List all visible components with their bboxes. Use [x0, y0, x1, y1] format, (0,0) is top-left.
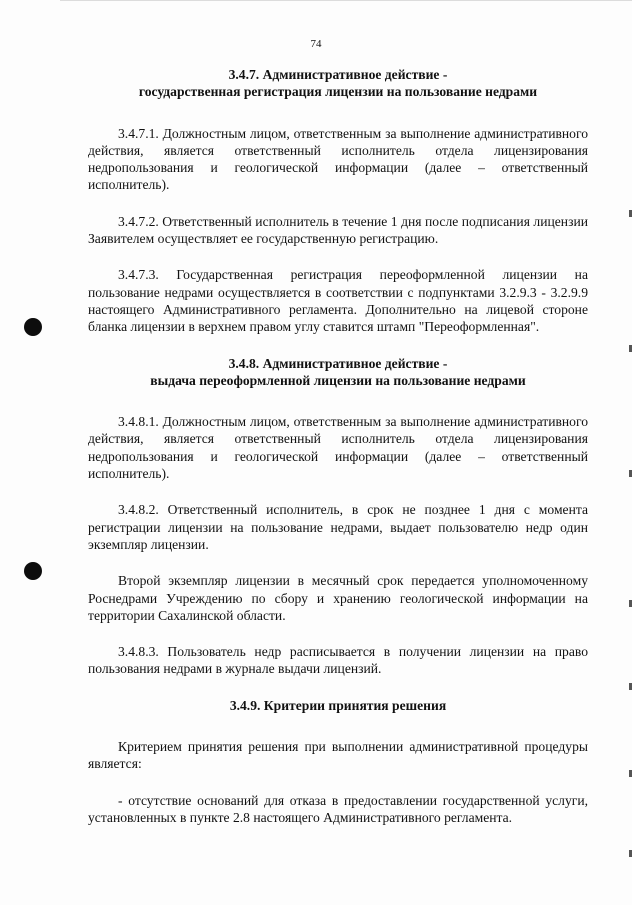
paragraph: 3.4.7.3. Государственная регистрация переоформленной лицензии на пользование недрами осуществляется в соответствии с подпунктами 3.2.9.3 - 3.2.9.9 настоящего Административного регламента. Дополнительно на лицевой стороне бланка лицензии в верхнем правом углу ставится штамп "Переоформленная".	[88, 267, 588, 335]
section-3-4-7	[88, 66, 588, 336]
section-heading	[88, 355, 588, 390]
paragraph: 3.4.8.3. Пользователь недр расписывается в получении лицензии на право пользования недрами в журнале выдачи лицензий.	[88, 644, 588, 677]
section-heading	[88, 697, 588, 714]
heading-line: 3.4.9. Критерии принятия решения	[229, 697, 447, 713]
section-heading	[88, 66, 588, 101]
paragraph: Второй экземпляр лицензии в месячный срок передается уполномоченному Роснедрами Учреждению по сбору и хранению геологической информации на территории Сахалинской области.	[88, 573, 588, 623]
paragraph: 3.4.8.1. Должностным лицом, ответственным за выполнение административного действия, является ответственный исполнитель отдела лицензирования недропользования и геологической информации (далее – ответственный исполнитель).	[88, 414, 588, 482]
page-number: 74	[310, 38, 322, 50]
paragraph: 3.4.8.2. Ответственный исполнитель, в срок не позднее 1 дня с момента регистрации лицензии на пользование недрами, выдает пользователю недр один экземпляр лицензии.	[88, 502, 588, 552]
section-3-4-9	[88, 697, 588, 826]
heading-line: 3.4.8. Административное действие -	[228, 355, 448, 371]
heading-line: 3.4.7. Административное действие -	[228, 67, 448, 82]
section-3-4-8	[88, 355, 588, 678]
punch-hole-bottom	[24, 562, 42, 580]
paragraph: 3.4.7.2. Ответственный исполнитель в течение 1 дня после подписания лицензии Заявителем осуществляет ее государственную регистрацию.	[88, 213, 588, 247]
heading-line: государственная регистрация лицензии на пользование недрами	[138, 84, 538, 100]
paragraph: 3.4.7.1. Должностным лицом, ответственным за выполнение административного действия, является ответственный исполнитель отдела лицензирования недропользования и геологической информации (далее – ответственный исполнитель).	[88, 125, 588, 193]
punch-hole-top	[24, 318, 42, 336]
heading-line: выдача переоформленной лицензии на пользование недрами	[150, 372, 526, 388]
paragraph: - отсутствие оснований для отказа в предоставлении государственной услуги, установленных в пункте 2.8 настоящего Административного регламента.	[88, 792, 588, 825]
document-body	[88, 66, 588, 845]
scan-edge-line	[60, 0, 632, 1]
paragraph: Критерием принятия решения при выполнении административной процедуры является:	[88, 739, 588, 772]
